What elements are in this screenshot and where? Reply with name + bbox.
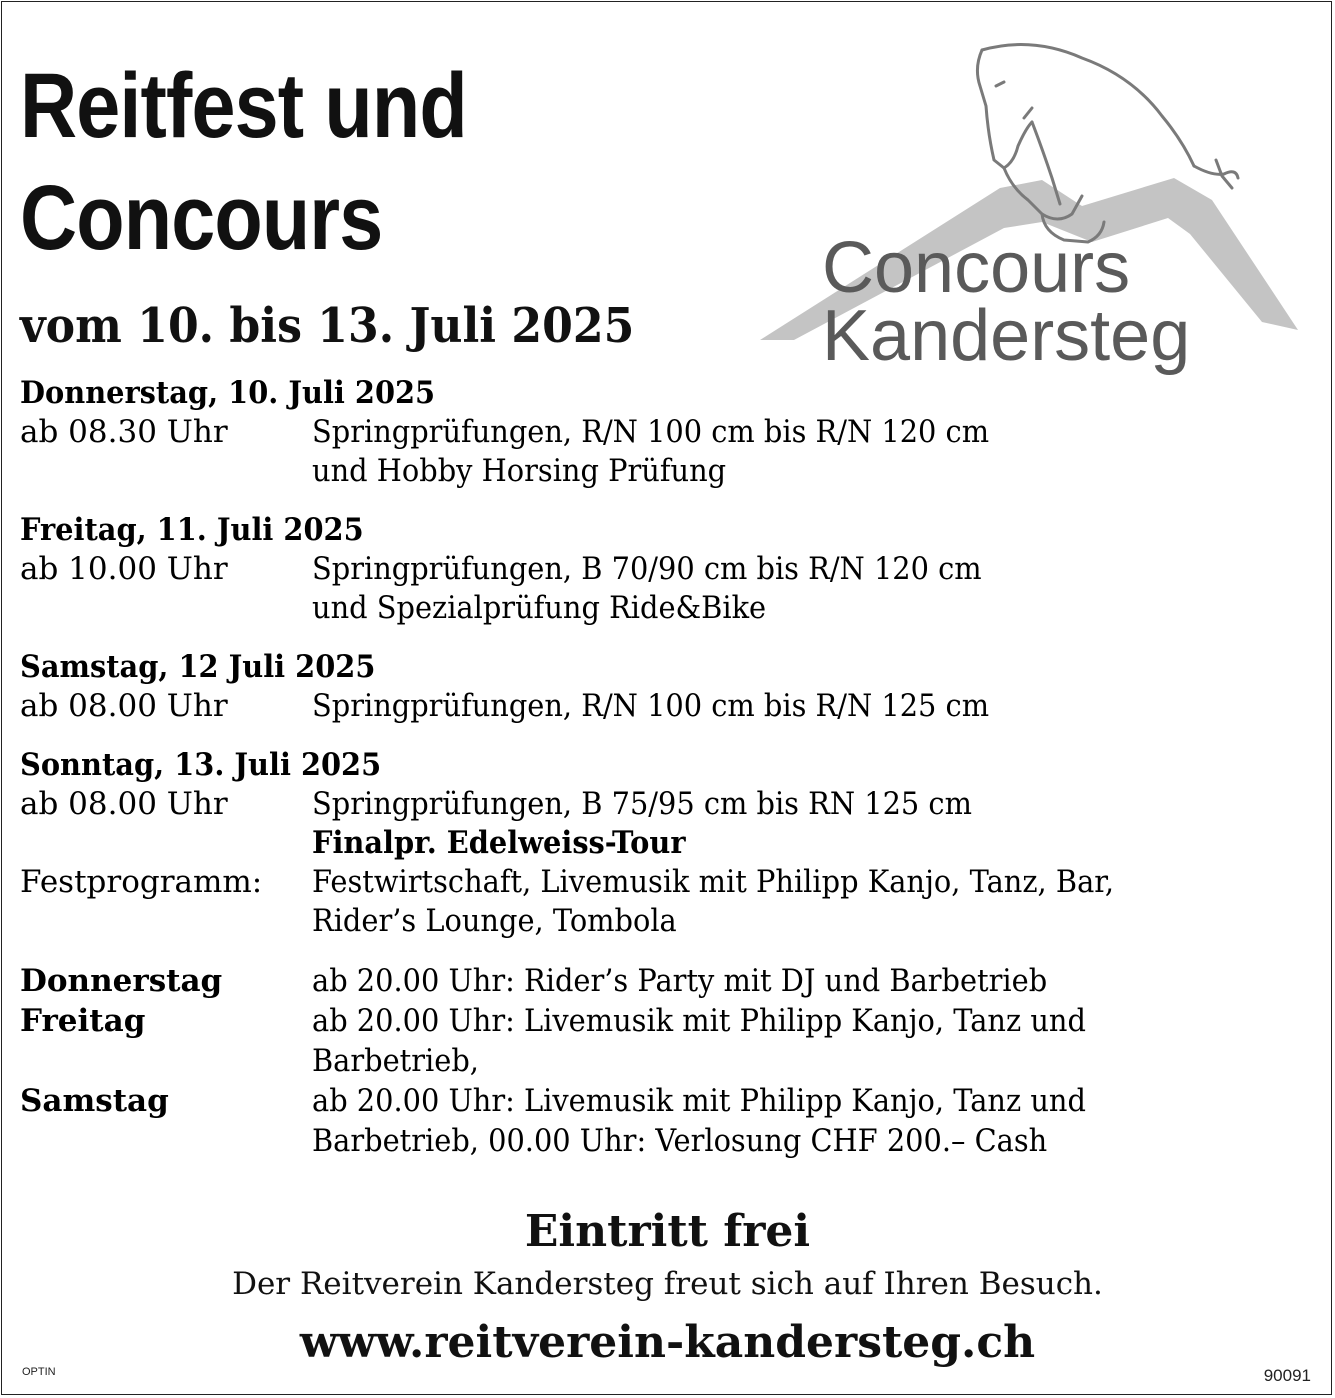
day-description: Springprüfungen, R/N 100 cm bis R/N 125 cm — [312, 688, 990, 724]
evening-day: Freitag — [20, 1003, 146, 1039]
day-description: Springprüfungen, B 75/95 cm bis RN 125 cm — [312, 786, 972, 822]
schedule-day-thursday — [20, 374, 1310, 491]
day-description: Springprüfungen, B 70/90 cm bis R/N 120 cm — [312, 551, 982, 587]
day-description: und Spezialprüfung Ride&Bike — [312, 590, 767, 626]
day-time: ab 08.00 Uhr — [20, 688, 228, 724]
evening-description: ab 20.00 Uhr: Livemusik mit Philipp Kanjo, Tanz und — [312, 1083, 1086, 1119]
headline-line-2: Concours — [20, 167, 383, 269]
optin-label: OPTIN — [22, 1366, 56, 1378]
evening-day: Donnerstag — [20, 963, 223, 999]
day-time: ab 08.00 Uhr — [20, 786, 228, 822]
headline-line-1: Reitfest und — [20, 55, 467, 157]
schedule-day-saturday — [20, 648, 1310, 726]
festprogramm-label: Festprogramm: — [20, 864, 263, 900]
evening-description: Barbetrieb, 00.00 Uhr: Verlosung CHF 200.– Cash — [312, 1123, 1048, 1159]
day-heading: Freitag, 11. Juli 2025 — [20, 512, 364, 548]
festprogramm-text: Rider’s Lounge, Tombola — [312, 903, 677, 939]
footer-subtitle: Der Reitverein Kandersteg freut sich auf Ihren Besuch. — [232, 1266, 1103, 1302]
schedule-day-sunday — [20, 746, 1310, 941]
day-description: Springprüfungen, R/N 100 cm bis R/N 120 cm — [312, 414, 990, 450]
date-range: vom 10. bis 13. Juli 2025 — [20, 298, 635, 354]
admission-free: Eintritt frei — [524, 1206, 811, 1257]
schedule-day-friday — [20, 511, 1310, 628]
day-heading: Samstag, 12 Juli 2025 — [20, 649, 376, 685]
schedule — [20, 374, 1310, 1161]
concours-kandersteg-logo — [742, 28, 1312, 378]
day-heading: Donnerstag, 10. Juli 2025 — [20, 375, 436, 411]
ad-code: 90091 — [1263, 1366, 1311, 1385]
website-link[interactable]: www.reitverein-kandersteg.ch — [299, 1317, 1036, 1368]
festprogramm-text: Festwirtschaft, Livemusik mit Philipp Kanjo, Tanz, Bar, — [312, 864, 1115, 900]
day-description: und Hobby Horsing Prüfung — [312, 453, 727, 489]
headline — [20, 50, 467, 274]
day-heading: Sonntag, 13. Juli 2025 — [20, 747, 382, 783]
day-time: ab 10.00 Uhr — [20, 551, 228, 587]
logo-text-kandersteg: Kandersteg — [822, 296, 1191, 376]
evening-description: ab 20.00 Uhr: Rider’s Party mit DJ und Barbetrieb — [312, 963, 1048, 999]
evening-day: Samstag — [20, 1083, 169, 1119]
evening-description: ab 20.00 Uhr: Livemusik mit Philipp Kanjo, Tanz und — [312, 1003, 1086, 1039]
evening-program — [20, 961, 1310, 1161]
final-tour: Finalpr. Edelweiss-Tour — [312, 825, 686, 861]
day-time: ab 08.30 Uhr — [20, 414, 228, 450]
logo-text-concours: Concours — [822, 228, 1131, 308]
evening-description: Barbetrieb, — [312, 1043, 479, 1079]
